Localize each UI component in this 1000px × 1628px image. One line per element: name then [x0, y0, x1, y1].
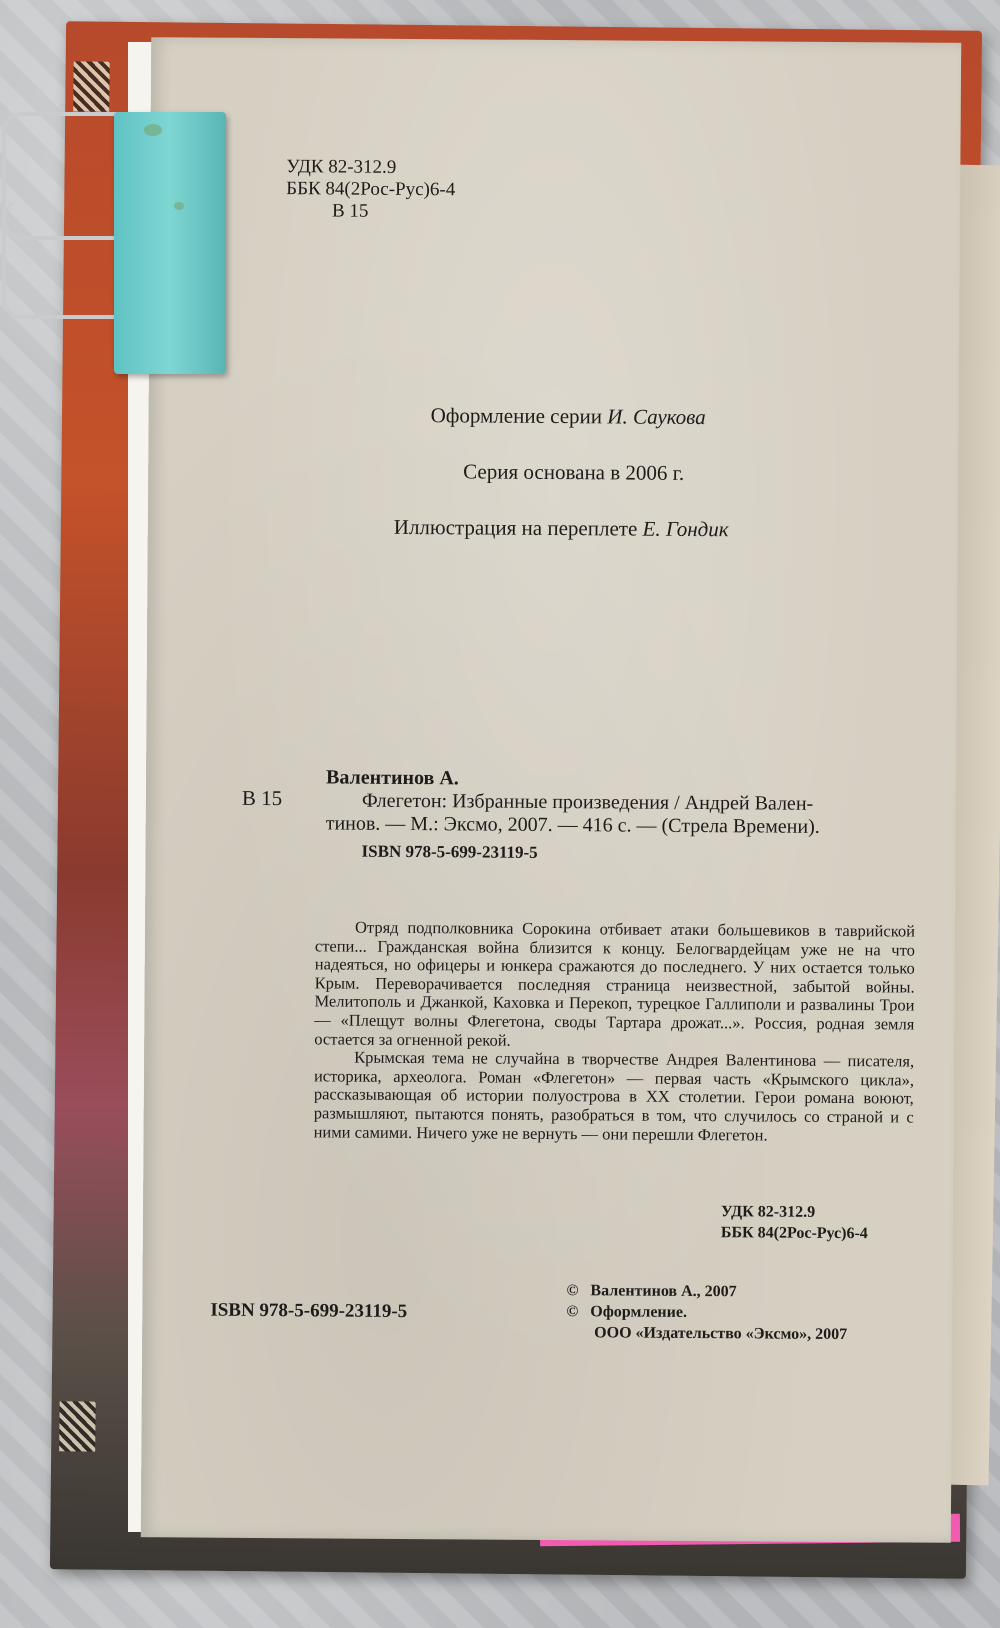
biblio-code: В 15	[241, 785, 283, 811]
series-design-credit	[431, 403, 706, 430]
biblio-title-line1: Флегетон: Избранные произведения / Андрей Вален-	[361, 789, 814, 815]
udk-code: УДК 82-312.9	[286, 156, 397, 178]
cover-ornament	[59, 1401, 96, 1451]
copyright-symbol: ©	[566, 1303, 579, 1321]
copyright-symbol: ©	[566, 1282, 579, 1300]
imprint-page	[141, 37, 961, 1543]
copyright-publisher: ООО «Издательство «Эксмо», 2007	[594, 1324, 848, 1344]
bbk-code-bottom: ББК 84(2Рос-Рус)6-4	[720, 1224, 868, 1243]
clip-stain	[144, 124, 162, 136]
illustration-name: Е. Гондик	[642, 516, 729, 542]
binder-clip	[114, 112, 226, 374]
annotation-paragraph-1: Отряд подполковника Сорокина отбивает атаки большевиков в таврийской степи... Гражданская война близится к концу. Белогвардейцам уже не на что надеяться, но офицеры и юнкера сражаются до последнего. У них остается только Крым. Переворачивается последняя страница неизвестной, забытой войны. Мелитополь и Джанкой, Каховка и Перекоп, турецкое Галлиполи и развалины Трои — «Плещут волны Флегетона, своды Тартара дрожат...». Россия, родная земля остается за огненной рекой.	[314, 917, 916, 1050]
design-label: Оформление серии	[430, 403, 603, 429]
annotation	[314, 918, 916, 1145]
biblio-author: Валентинов А.	[326, 766, 459, 790]
udk-block-top	[286, 156, 456, 223]
illustration-label: Иллюстрация на переплете	[393, 514, 638, 541]
cover-ornament	[73, 61, 110, 111]
biblio-title-line2: тинов. — М.: Эксмо, 2007. — 416 с. — (Стрела Времени).	[325, 812, 820, 838]
annotation-paragraph-2: Крымская тема не случайна в творчестве Андрея Валентинова — писателя, историка, археолога. Роман «Флегетон» — первая часть «Крымского цикла», рассказывающая об истории полуострова в XX столетии. Герои романа воюют, размышляют, пытаются понять, разобраться в том, что случилось со страной и с ними самими. Ничего уже не вернуть — они перешли Флегетон.	[313, 1047, 915, 1145]
bbk-code: ББК 84(2Рос-Рус)6-4	[286, 178, 456, 201]
author-sign: В 15	[331, 200, 369, 222]
illustration-credit	[394, 515, 729, 542]
isbn-bottom: ISBN 978-5-699-23119-5	[210, 1299, 408, 1323]
biblio-isbn: ISBN 978-5-699-23119-5	[361, 841, 538, 862]
copyright-block	[566, 1280, 847, 1345]
copyright-author: Валентинов А., 2007	[590, 1282, 737, 1301]
copyright-design: Оформление.	[590, 1303, 688, 1321]
clip-stain	[174, 202, 184, 210]
udk-code-bottom: УДК 82-312.9	[721, 1203, 816, 1221]
udk-block-bottom	[721, 1201, 868, 1244]
design-name: И. Саукова	[607, 404, 706, 430]
series-founded: Серия основана в 2006 г.	[463, 459, 685, 485]
bibliographic-record	[325, 766, 906, 866]
